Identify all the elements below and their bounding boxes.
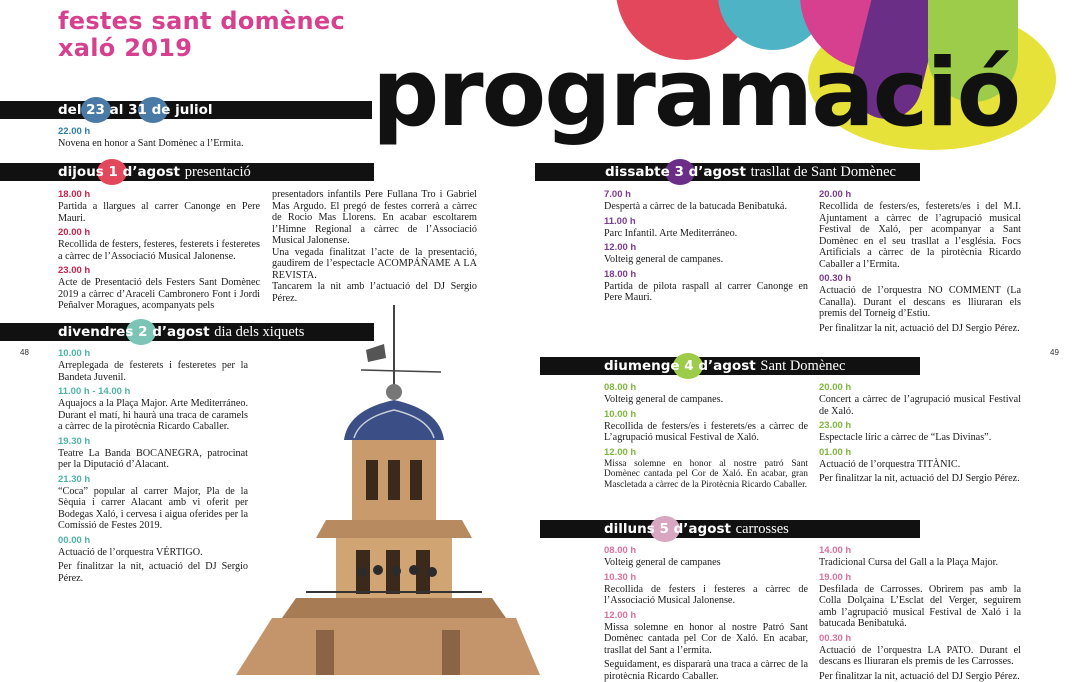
entry bbox=[819, 189, 1021, 270]
page-number-left: 48 bbox=[20, 348, 29, 357]
entry-text: Recollida de festers i festeres a càrrec de l’Associació Musical Jalonense. bbox=[604, 584, 808, 607]
entry-time: 23.00 h bbox=[58, 265, 260, 277]
entry-time: 20.00 h bbox=[819, 189, 1021, 201]
entry-text: Recollida de festers/es, festerets/es i del M.I. Ajuntament a càrrec de l’agrupació musical Festival de Xaló, per acompanyar a Sant Domènec en el seu trasllat a l’església. Focs Artificials a càrrec de la pirotècnia Ricardo Caballer a l’Ermita. bbox=[819, 201, 1021, 270]
entry bbox=[819, 447, 1021, 471]
entry bbox=[604, 545, 808, 569]
entry bbox=[819, 671, 1021, 682]
dilluns-col2 bbox=[819, 545, 1021, 675]
entry bbox=[819, 473, 1021, 485]
entry bbox=[819, 572, 1021, 630]
entry-text: Actuació de l’orquestra VÉRTIGO. bbox=[58, 547, 248, 559]
entry-time: 08.00 h bbox=[604, 382, 808, 394]
entry-time: 14.00 h bbox=[819, 545, 1021, 557]
entry-text: Actuació de l’orquestra LA PATO. Durant el descans es lliuraran els premis de les Carrosses. bbox=[819, 645, 1021, 668]
entry-text: Per finalitzar la nit, actuació del DJ Sergio Pérez. bbox=[819, 671, 1021, 682]
entry-text: Volteig general de campanes bbox=[604, 557, 808, 569]
entry bbox=[604, 382, 808, 406]
entry-text: Teatre La Banda BOCANEGRA, patrocinat per la Diputació d’Alacant. bbox=[58, 448, 248, 471]
entry-time: 21.30 h bbox=[58, 474, 248, 486]
diumenge-col2 bbox=[819, 382, 1021, 488]
entry bbox=[58, 474, 248, 532]
day-bar-dijous bbox=[0, 163, 374, 181]
entry bbox=[58, 386, 248, 433]
entry-text: Desfilada de Carrosses. Obrirem pas amb la Colla Dolçaina L’Esclat del Verger, seguirem amb l’agrupació musical Festival de Xaló i la batucada Benibatuká. bbox=[819, 584, 1021, 630]
day-bar-label: dissabte 3 d’agost trasllat de Sant Domènec bbox=[605, 163, 896, 181]
entry-text: Arreplegada de festerets i festeretes per la Bandeta Juvenil. bbox=[58, 360, 248, 383]
paragraph: presentadors infantils Pere Fullana Tro i Gabriel Mas Argudo. El pregó de festes correrà a càrrec de Rocio Mas Llorens. En acabar escoltarem l’Himne Regional a càrrec de l’Associació Musical Jalonense. bbox=[272, 189, 477, 247]
entry bbox=[604, 216, 808, 240]
festival-title-line2: xaló 2019 bbox=[58, 35, 345, 62]
entry-time: 10.00 h bbox=[58, 348, 248, 360]
day-bar-label: dijous 1 d’agost presentació bbox=[58, 163, 251, 181]
dissabte-col2 bbox=[819, 189, 1021, 337]
entry bbox=[58, 436, 248, 471]
diumenge-col1 bbox=[604, 382, 808, 494]
entry-text: Acte de Presentació dels Festers Sant Domènec 2019 a càrrec d’Araceli Cambronero Font i Jordi Peñalver Moragues, acompanyats pels bbox=[58, 277, 260, 312]
entry-text: Missa solemne en honor al nostre Patró Sant Domènec cantada pel Cor de Xaló. En acabar, trasllat del Sant a l’ermita. bbox=[604, 622, 808, 657]
entry bbox=[58, 189, 260, 224]
divendres-entries bbox=[58, 348, 248, 587]
festival-title bbox=[58, 8, 345, 62]
entry-time: 12.00 h bbox=[604, 447, 808, 459]
entry-text: Volteig general de campanes. bbox=[604, 394, 808, 406]
entry-text: Partida de pilota raspall al carrer Canonge en Pere Mauri. bbox=[604, 281, 808, 304]
entry bbox=[58, 535, 248, 559]
day-bar-dilluns bbox=[540, 520, 920, 538]
paragraph: Tancarem la nit amb l’actuació del DJ Sergio Pérez. bbox=[272, 281, 477, 304]
entry-text: Partida a llargues al carrer Canonge en Pere Mauri. bbox=[58, 201, 260, 224]
entry-time: 7.00 h bbox=[604, 189, 808, 201]
entry bbox=[819, 633, 1021, 668]
dissabte-col1 bbox=[604, 189, 808, 307]
entry bbox=[604, 610, 808, 657]
entry-text: Per finalitzar la nit, actuació del DJ Sergio Pérez. bbox=[819, 323, 1021, 335]
entry-text: Actuació de l’orquestra NO COMMENT (La Canalla). Durant el descans es lliuraran els premis del Torneig d’Estiu. bbox=[819, 285, 1021, 320]
entry-time: 08.00 h bbox=[604, 545, 808, 557]
entry bbox=[58, 126, 268, 150]
day-bar-label: del 23 al 31 de juliol bbox=[58, 101, 213, 119]
entry-time: 22.00 h bbox=[58, 126, 268, 138]
programacio-title: programació bbox=[372, 44, 1019, 144]
entry-text: Volteig general de campanes. bbox=[604, 254, 808, 266]
entry bbox=[819, 545, 1021, 569]
day-bar-label: dilluns 5 d’agost carrosses bbox=[604, 520, 789, 538]
entry bbox=[58, 348, 248, 383]
entry-text: Parc Infantil. Arte Mediterráneo. bbox=[604, 228, 808, 240]
bell-tower-photo bbox=[236, 300, 540, 675]
paragraph: Una vegada finalitzat l’acte de la presentació, gaudirem de l’espectacle ACOMPÁÑAME A LA REVISTA. bbox=[272, 247, 477, 282]
entry-time: 12.00 h bbox=[604, 610, 808, 622]
dilluns-col1 bbox=[604, 545, 808, 675]
entry-time: 00.30 h bbox=[819, 633, 1021, 645]
dijous-col2 bbox=[272, 189, 477, 304]
entry-text: Seguidament, es dispararà una traca a càrrec de la pirotècnia Ricardo Caballer. bbox=[604, 659, 808, 682]
day-bar-dissabte bbox=[535, 163, 920, 181]
entry bbox=[58, 265, 260, 312]
entry-text: Missa solemne en honor al nostre patró Sant Domènec cantada pel Cor de Xaló. En acabar, gran Mascletada a càrrec de la Pirotècnia Ricardo Caballer. bbox=[604, 459, 808, 491]
entry bbox=[819, 420, 1021, 444]
entry-text: Actuació de l’orquestra TITÀNIC. bbox=[819, 459, 1021, 471]
day-bar-diumenge bbox=[540, 357, 920, 375]
entry-text: Concert a càrrec de l’agrupació musical Festival de Xaló. bbox=[819, 394, 1021, 417]
entry-text: Per finalitzar la nit, actuació del DJ Sergio Pérez. bbox=[58, 561, 248, 584]
entry-time: 20.00 h bbox=[819, 382, 1021, 394]
juliol-entries bbox=[58, 126, 268, 153]
entry-text: Espectacle líric a càrrec de “Las Divinas”. bbox=[819, 432, 1021, 444]
entry-time: 18.00 h bbox=[604, 269, 808, 281]
entry-text: Despertà a càrrec de la batucada Benibatuká. bbox=[604, 201, 808, 213]
entry bbox=[58, 561, 248, 584]
entry-text: Recollida de festers/es i festerets/es a càrrec de L’agrupació musical Festival de Xaló. bbox=[604, 421, 808, 444]
dijous-col1 bbox=[58, 189, 260, 315]
entry bbox=[604, 409, 808, 444]
page-number-right: 49 bbox=[1050, 348, 1059, 357]
entry-time: 20.00 h bbox=[58, 227, 260, 239]
entry-time: 23.00 h bbox=[819, 420, 1021, 432]
entry-text: Tradicional Cursa del Gall a la Plaça Major. bbox=[819, 557, 1021, 569]
entry-text: Novena en honor a Sant Domènec a l’Ermita. bbox=[58, 138, 268, 150]
entry-time: 12.00 h bbox=[604, 242, 808, 254]
entry-text: Per finalitzar la nit, actuació del DJ Sergio Pérez. bbox=[819, 473, 1021, 485]
entry bbox=[819, 323, 1021, 335]
entry bbox=[819, 273, 1021, 320]
entry-time: 00.00 h bbox=[58, 535, 248, 547]
festival-title-line1: festes sant domènec bbox=[58, 8, 345, 35]
entry-time: 11.00 h - 14.00 h bbox=[58, 386, 248, 398]
entry bbox=[604, 242, 808, 266]
entry bbox=[604, 447, 808, 491]
entry bbox=[604, 572, 808, 607]
entry bbox=[604, 269, 808, 304]
entry bbox=[604, 189, 808, 213]
entry-time: 00.30 h bbox=[819, 273, 1021, 285]
entry bbox=[819, 382, 1021, 417]
entry-text: Recollida de festers, festeres, festerets i festeretes a càrrec de l’Associació Musical Jalonense. bbox=[58, 239, 260, 262]
entry-time: 19.30 h bbox=[58, 436, 248, 448]
entry bbox=[58, 227, 260, 262]
entry-text: Aquajocs a la Plaça Major. Arte Mediterráneo. Durant el matí, hi haurà una traca de caramels a càrrec de la pirotècnia Ricardo Caballer. bbox=[58, 398, 248, 433]
day-bar-label: divendres 2 d’agost dia dels xiquets bbox=[58, 323, 304, 341]
entry-time: 11.00 h bbox=[604, 216, 808, 228]
day-bar-label: diumenge 4 d’agost Sant Domènec bbox=[604, 357, 845, 375]
entry-time: 01.00 h bbox=[819, 447, 1021, 459]
entry-time: 10.00 h bbox=[604, 409, 808, 421]
entry-time: 19.00 h bbox=[819, 572, 1021, 584]
entry-text: “Coca” popular al carrer Major, Pla de la Sèquia i carrer Alacant amb vi oferit per Bodegas Xaló, i cervesa i aigua oferides per la Comissió de Festes 2019. bbox=[58, 486, 248, 532]
entry-time: 18.00 h bbox=[58, 189, 260, 201]
entry bbox=[604, 659, 808, 682]
entry-time: 10.30 h bbox=[604, 572, 808, 584]
day-bar-juliol bbox=[0, 101, 372, 119]
